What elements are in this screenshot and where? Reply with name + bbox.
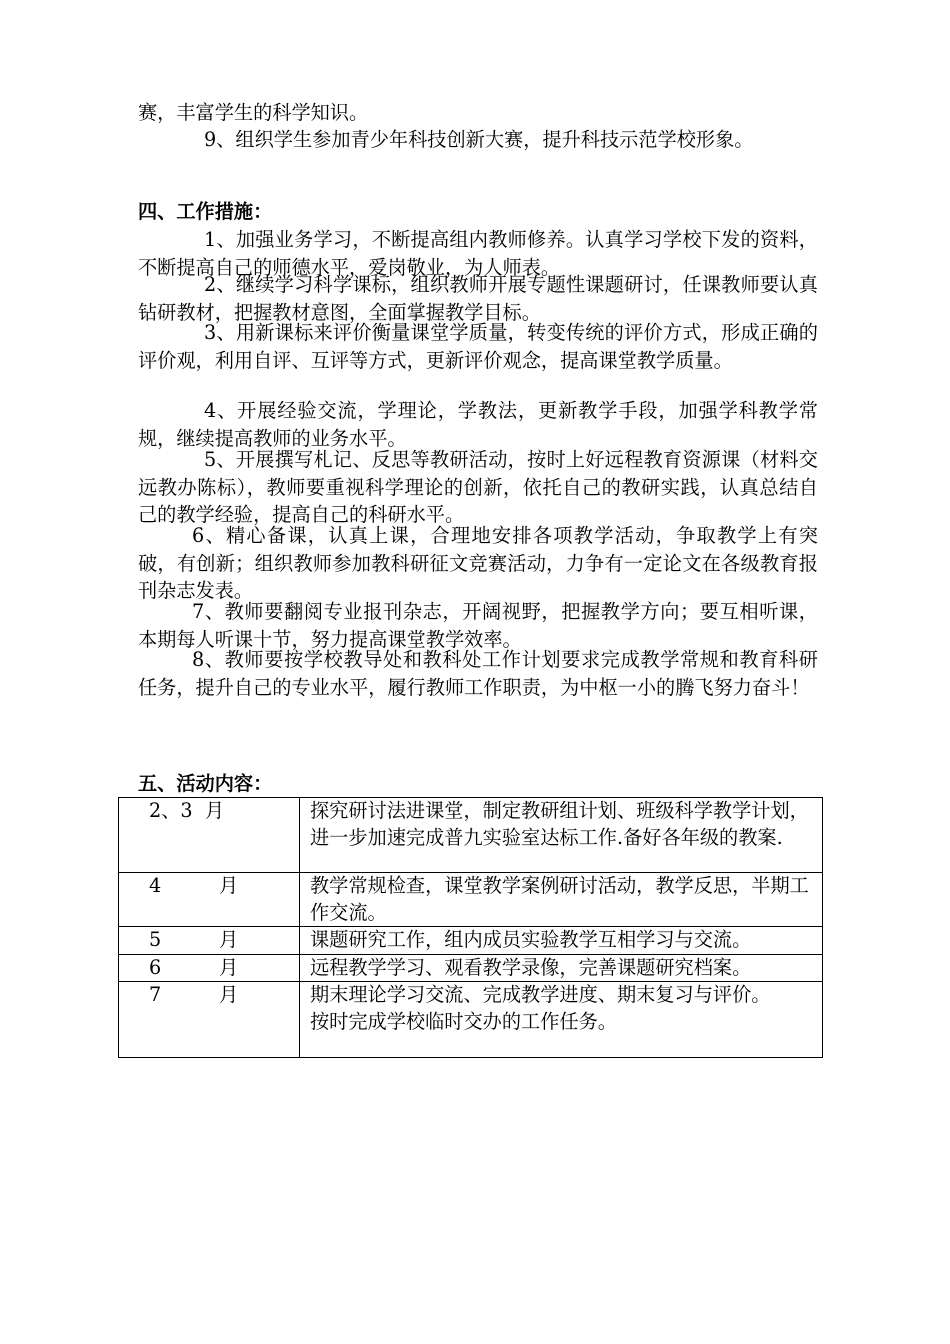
month-unit: 月	[219, 928, 239, 951]
section-4-heading: 四、工作措施：	[138, 200, 273, 223]
measure-item-1: 1、加强业务学习，不断提高组内教师修养。认真学习学校下发的资料，不断提高自己的师德水平，爱岗敬业，为人师表。	[138, 228, 818, 279]
activity-cell: 课题研究工作，组内成员实验教学互相学习与交流。	[300, 927, 823, 955]
measure-item-4: 4、开展经验交流，学理论，学教法，更新教学手段，加强学科教学常规，继续提高教师的业务水平。	[138, 399, 818, 450]
activity-table	[118, 797, 823, 1058]
month-unit: 月	[219, 874, 239, 897]
month-cell	[119, 798, 300, 873]
month-number: 7	[149, 983, 162, 1006]
measure-item-2: 2、继续学习科学课标，组织教师开展专题性课题研讨，任课教师要认真钻研教材，把握教材意图，全面掌握教学目标。	[138, 273, 818, 324]
table-row	[119, 873, 823, 927]
month-number: 4	[149, 874, 162, 897]
activity-cell: 远程教学学习、观看教学录像，完善课题研究档案。	[300, 954, 823, 982]
month-cell	[119, 982, 300, 1058]
measure-item-8: 8、教师要按学校教导处和教科处工作计划要求完成教学常规和教育科研任务，提升自己的专业水平，履行教师工作职责，为中枢一小的腾飞努力奋斗！	[138, 648, 818, 699]
month-unit: 月	[219, 983, 239, 1006]
table-row	[119, 954, 823, 982]
table-row	[119, 982, 823, 1058]
activity-text-extra: 按时完成学校临时交办的工作任务。	[310, 1009, 617, 1033]
measure-item-7: 7、教师要翻阅专业报刊杂志，开阔视野，把握教学方向；要互相听课，本期每人听课十节，努力提高课堂教学效率。	[138, 600, 818, 651]
month-unit: 月	[219, 955, 239, 979]
table-row	[119, 798, 823, 873]
month-cell	[119, 927, 300, 955]
activity-cell: 探究研讨法进课堂，制定教研组计划、班级科学教学计划，进一步加速完成普九实验室达标工作.备好各年级的教案.	[300, 798, 823, 873]
month-number: 5	[149, 928, 162, 951]
month-unit: 月	[205, 799, 225, 822]
intro-line-1: 赛，丰富学生的科学知识。	[138, 101, 369, 124]
activity-cell: 教学常规检查，课堂教学案例研讨活动，教学反思，半期工作交流。	[300, 873, 823, 927]
measure-item-5: 5、开展撰写札记、反思等教研活动，按时上好远程教育资源课（材料交远教办陈标），教师要重视科学理论的创新，依托自己的教研实践，认真总结自己的教学经验，提高自己的科研水平。	[138, 448, 818, 527]
activity-cell	[300, 982, 823, 1058]
measure-item-3: 3、用新课标来评价衡量课堂学质量，转变传统的评价方式，形成正确的评价观，利用自评、互评等方式，更新评价观念，提高课堂教学质量。	[138, 321, 818, 372]
table-row	[119, 927, 823, 955]
intro-item-9: 9、组织学生参加青少年科技创新大赛，提升科技示范学校形象。	[204, 128, 754, 151]
month-cell	[119, 954, 300, 982]
section-5-heading: 五、活动内容：	[138, 772, 273, 795]
month-cell	[119, 873, 300, 927]
activity-text: 期末理论学习交流、完成教学进度、期末复习与评价。	[310, 983, 771, 1006]
month-number: 6	[149, 955, 162, 979]
measure-item-6: 6、精心备课，认真上课，合理地安排各项教学活动，争取教学上有突破，有创新；组织教师参加教科研征文竞赛活动，力争有一定论文在各级教育报刊杂志发表。	[138, 524, 818, 603]
month-number: 2、3	[149, 799, 193, 822]
